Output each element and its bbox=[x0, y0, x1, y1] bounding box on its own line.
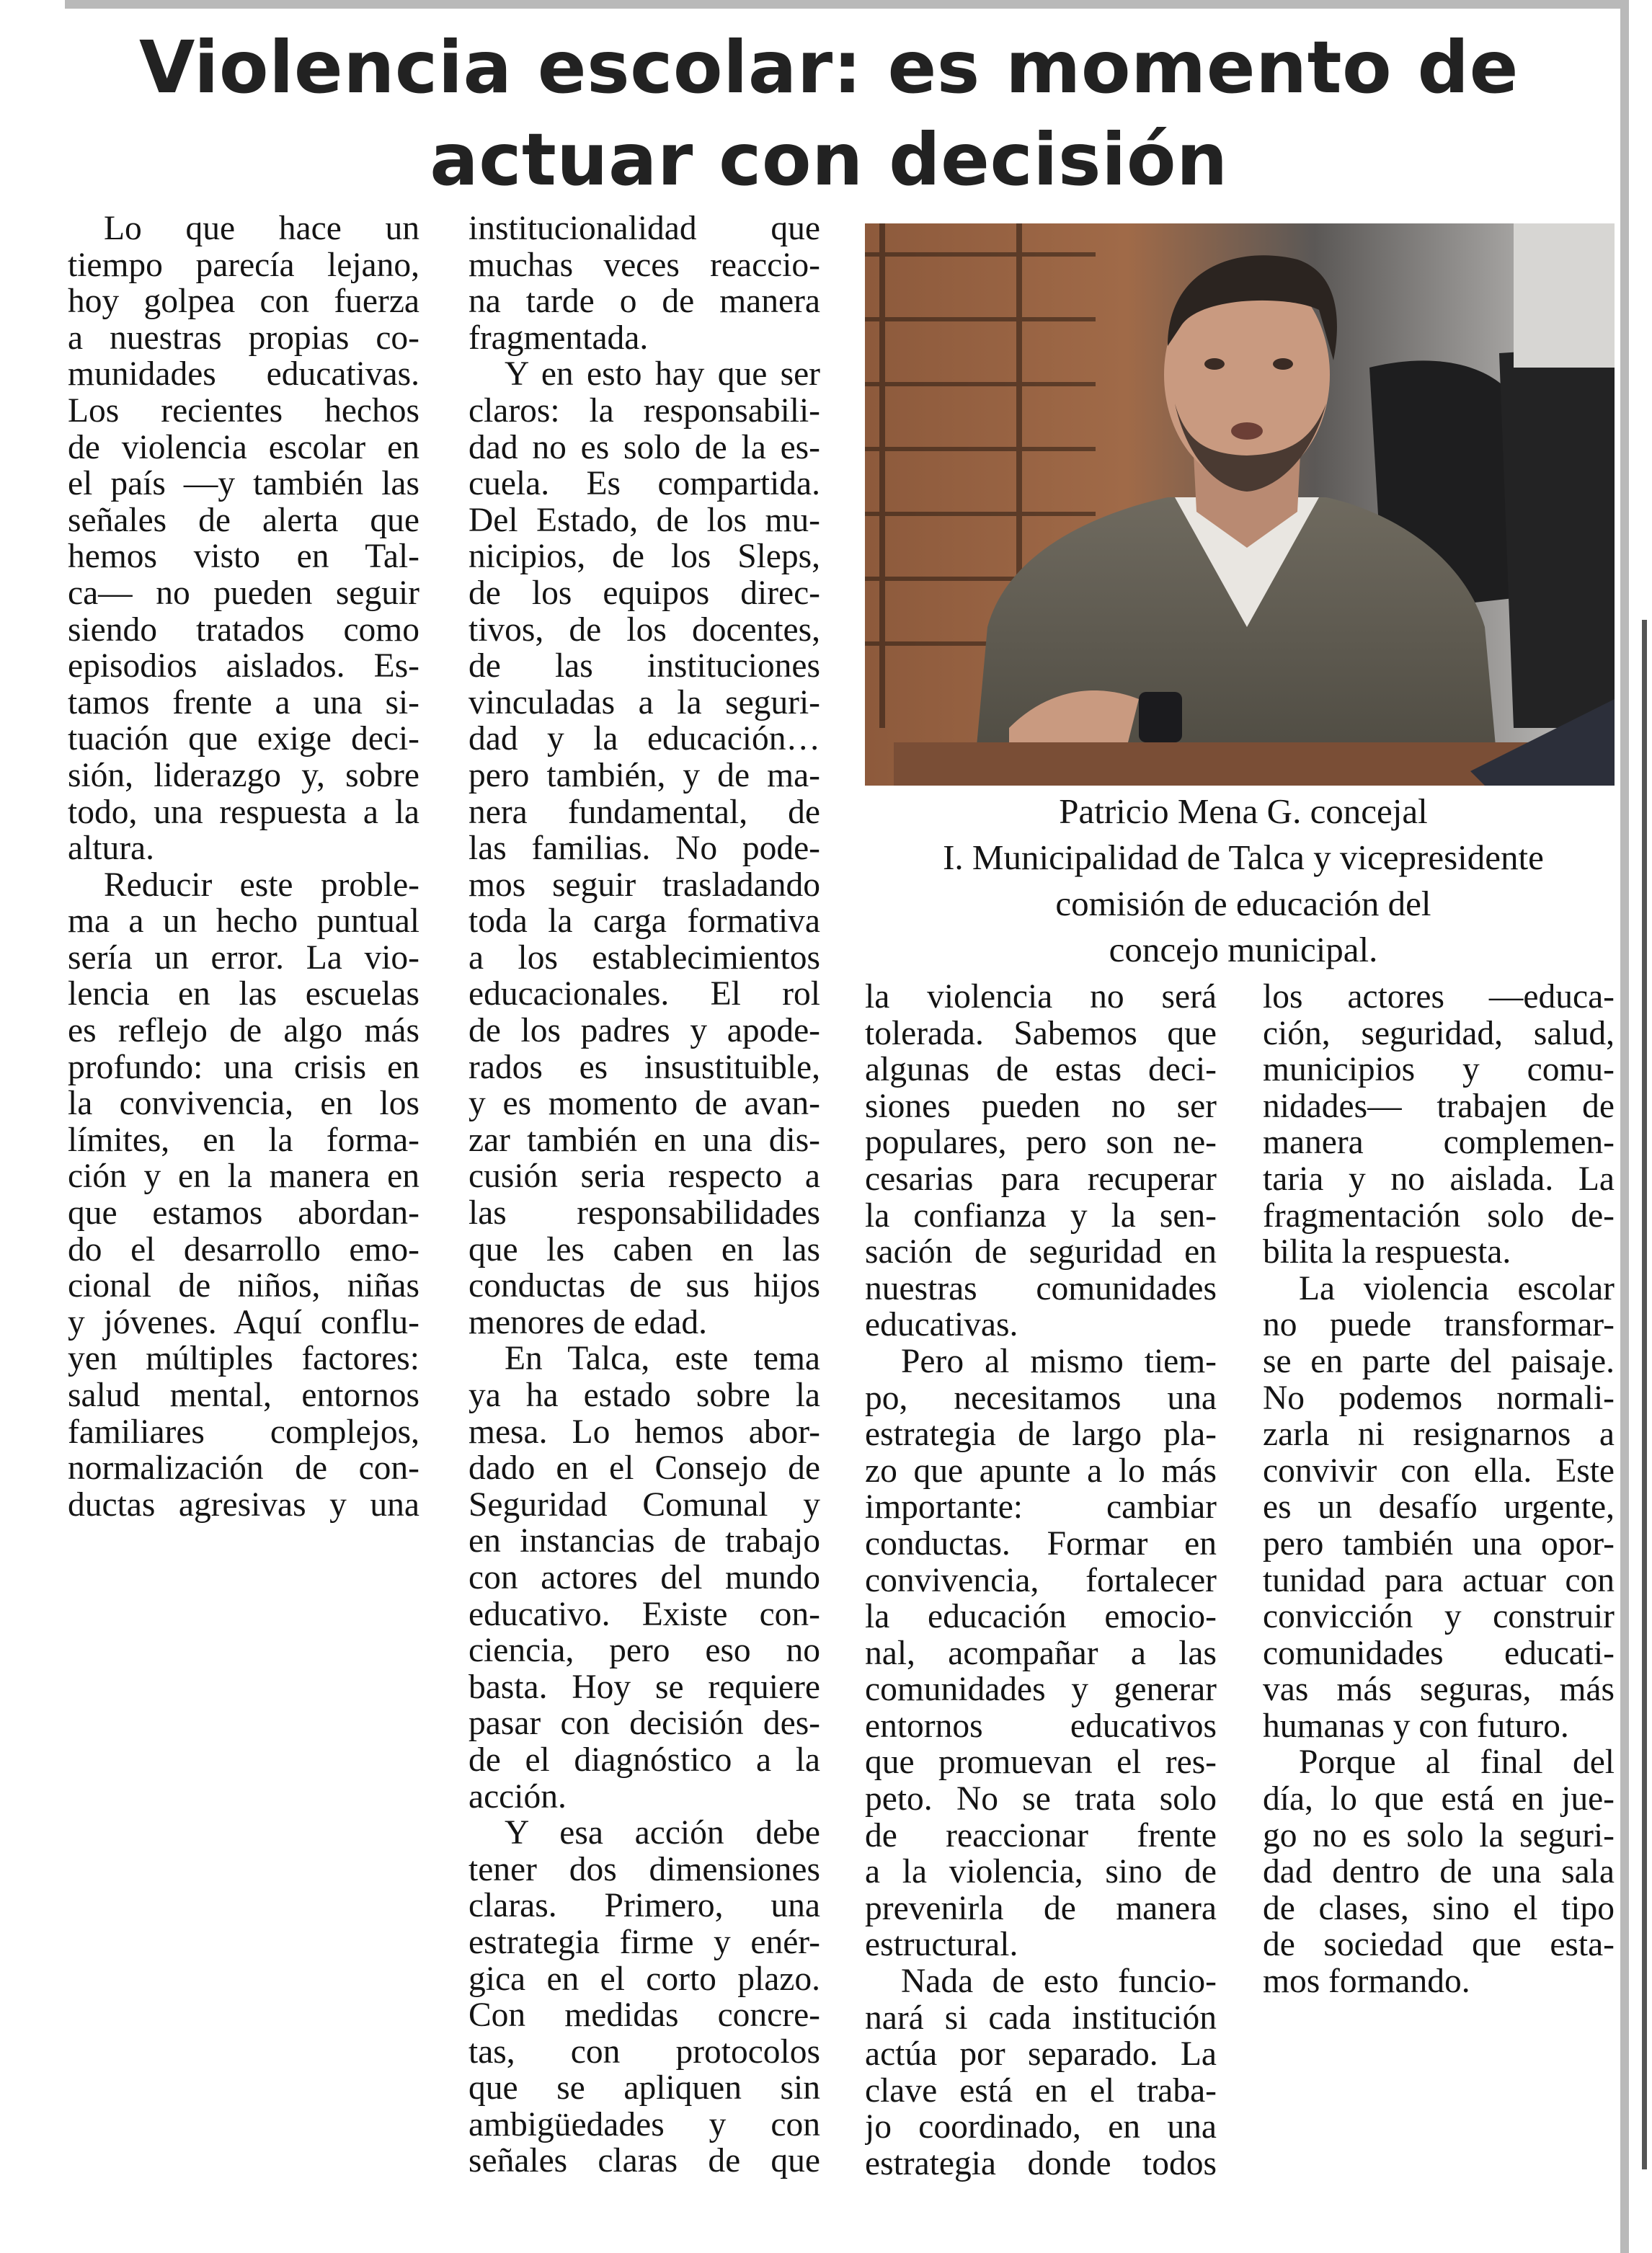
article-text-line: tolerada. Sabemos que bbox=[865, 1015, 1217, 1052]
article-text-line: importante: cambiar bbox=[865, 1489, 1217, 1526]
article-text-line: las familias. No pode- bbox=[468, 830, 820, 867]
article-text-line: tamos frente a una si- bbox=[68, 684, 419, 721]
article-text-line: no puede transformar- bbox=[1263, 1307, 1615, 1343]
article-text-line: comunidades y generar bbox=[865, 1671, 1217, 1708]
article-text-line: Con medidas concre- bbox=[468, 1997, 820, 2034]
right-border bbox=[1620, 0, 1629, 2253]
article-text-line: profundo: una crisis en bbox=[68, 1049, 419, 1086]
mouth bbox=[1231, 422, 1263, 440]
article-text-line: de sociedad que esta- bbox=[1263, 1927, 1615, 1964]
article-text-line: la violencia no será bbox=[865, 979, 1217, 1016]
article-text-line: a los establecimientos bbox=[468, 939, 820, 977]
article-text-line: No podemos normali- bbox=[1263, 1379, 1615, 1417]
portrait-photo bbox=[865, 223, 1615, 786]
article-text-line: sión, liderazgo y, sobre bbox=[68, 757, 419, 794]
article-text-line: ya ha estado sobre la bbox=[468, 1377, 820, 1414]
article-text-line: es reflejo de algo más bbox=[68, 1013, 419, 1049]
article-text-line: zo que apunte a lo más bbox=[865, 1452, 1217, 1490]
article-text-line: claros: la responsabili- bbox=[468, 392, 820, 430]
article-text-line: y es momento de avan- bbox=[468, 1085, 820, 1122]
article-text-line: la convivencia, en los bbox=[68, 1085, 419, 1122]
right-eye bbox=[1273, 358, 1293, 370]
article-text-line: de violencia escolar en bbox=[68, 429, 419, 466]
article-text-line: do el desarrollo emo- bbox=[68, 1231, 419, 1268]
article-text-line: go no es solo la seguri- bbox=[1263, 1817, 1615, 1854]
article-text-line: fragmentación solo de- bbox=[1263, 1197, 1615, 1235]
article-text-line: sería un error. La vio- bbox=[68, 939, 419, 977]
article-text-line: claras. Primero, una bbox=[468, 1888, 820, 1924]
article-text-line: tivos, de los docentes, bbox=[468, 611, 820, 649]
caption-line-2: I. Municipalidad de Talca y vicepresidente bbox=[943, 837, 1544, 877]
article-text-line: pero también una opor- bbox=[1263, 1525, 1615, 1563]
article-text-line: en instancias de trabajo bbox=[468, 1523, 820, 1560]
article-text-line: que les caben en las bbox=[468, 1231, 820, 1268]
article-text-line: comunidades educati- bbox=[1263, 1635, 1615, 1672]
article-text-line: límites, en la forma- bbox=[68, 1121, 419, 1159]
article-text-line: señales de alerta que bbox=[68, 502, 419, 539]
article-text-line: a la violencia, sino de bbox=[865, 1854, 1217, 1890]
article-text-line: tas, con protocolos bbox=[468, 2033, 820, 2071]
article-text-line: ción y en la manera en bbox=[68, 1158, 419, 1196]
article-text-line: po, necesitamos una bbox=[865, 1379, 1217, 1417]
article-text-line: de los padres y apode- bbox=[468, 1013, 820, 1049]
top-border bbox=[65, 0, 1629, 9]
article-text-line: tiempo parecía lejano, bbox=[68, 246, 419, 284]
article-text-line: altura. bbox=[68, 830, 155, 867]
article-text-line: Seguridad Comunal y bbox=[468, 1486, 820, 1524]
article-text-line: vas más seguras, más bbox=[1263, 1671, 1615, 1708]
photo-caption bbox=[851, 788, 1636, 973]
article-text-line: menores de edad. bbox=[468, 1304, 708, 1341]
article-text-line: tener dos dimensiones bbox=[468, 1851, 820, 1888]
article-text-line: es un desafío urgente, bbox=[1263, 1489, 1615, 1526]
article-text-line: dad no es solo de la es- bbox=[468, 429, 820, 466]
article-text-line: Reducir este proble- bbox=[104, 866, 419, 904]
article-text-line: cesarias para recuperar bbox=[865, 1160, 1217, 1198]
article-text-line: tunidad para actuar con bbox=[1263, 1562, 1615, 1599]
article-text-line: clave está en el traba- bbox=[865, 2072, 1217, 2110]
article-column-4 bbox=[1263, 979, 1615, 2000]
article-text-line: bilita la respuesta. bbox=[1263, 1234, 1511, 1271]
article-text-line: nal, acompañar a las bbox=[865, 1635, 1217, 1672]
article-text-line: nicipios, de los Sleps, bbox=[468, 538, 820, 575]
article-text-line: algunas de estas deci- bbox=[865, 1052, 1217, 1088]
article-text-line: prevenirla de manera bbox=[865, 1890, 1217, 1927]
article-text-line: ción, seguridad, salud, bbox=[1263, 1015, 1615, 1052]
article-text-line: fragmentada. bbox=[468, 319, 649, 357]
headline-line-1: Violencia escolar: es momento de bbox=[139, 25, 1519, 110]
article-text-line: Lo que hace un bbox=[104, 210, 419, 247]
article-text-line: convivir con ella. Este bbox=[1263, 1452, 1615, 1490]
article-text-line: mesa. Lo hemos abor- bbox=[468, 1413, 820, 1451]
article-text-line: episodios aislados. Es- bbox=[68, 648, 419, 685]
article-text-line: taria y no aislada. La bbox=[1263, 1160, 1615, 1198]
article-text-line: que promuevan el res- bbox=[865, 1744, 1217, 1782]
article-text-line: estrategia donde todos bbox=[865, 2146, 1217, 2182]
article-text-line: que se apliquen sin bbox=[468, 2070, 820, 2107]
article-text-line: ambigüedades y con bbox=[468, 2106, 820, 2143]
article-text-line: de el diagnóstico a la bbox=[468, 1741, 820, 1779]
article-text-line: tuación que exige deci- bbox=[68, 721, 419, 757]
article-text-line: mos seguir trasladando bbox=[468, 866, 820, 904]
window-light bbox=[1514, 223, 1615, 368]
article-text-line: zar también en una dis- bbox=[468, 1121, 820, 1159]
article-text-line: todo, una respuesta a la bbox=[68, 794, 419, 831]
article-text-line: ciencia, pero eso no bbox=[468, 1632, 820, 1669]
article-text-line: actúa por separado. La bbox=[865, 2036, 1217, 2073]
article-text-line: institucionalidad que bbox=[468, 210, 820, 247]
article-text-line: populares, pero son ne- bbox=[865, 1124, 1217, 1161]
article-text-line: Y en esto hay que ser bbox=[505, 356, 820, 393]
article-text-line: ca— no pueden seguir bbox=[68, 574, 419, 612]
article-text-line: educacionales. El rol bbox=[468, 976, 820, 1013]
article-text-line: nará si cada institución bbox=[865, 1999, 1217, 2037]
wristwatch bbox=[1139, 692, 1182, 742]
article-text-line: ductas agresivas y una bbox=[68, 1486, 419, 1524]
article-text-line: muchas veces reaccio- bbox=[468, 246, 820, 284]
article-text-line: Porque al final del bbox=[1299, 1744, 1615, 1782]
portrait-illustration bbox=[865, 223, 1615, 786]
article-text-line: educativo. Existe con- bbox=[468, 1596, 820, 1633]
article-text-line: el país —y también las bbox=[68, 466, 419, 502]
article-text-line: y jóvenes. Aquí conflu- bbox=[68, 1304, 419, 1341]
article-column-1 bbox=[68, 210, 419, 1523]
article-text-line: familiares complejos, bbox=[68, 1413, 419, 1451]
article-text-line: sación de seguridad en bbox=[865, 1234, 1217, 1271]
article-text-line: salud mental, entornos bbox=[68, 1377, 419, 1414]
article-text-line: acción. bbox=[468, 1778, 567, 1816]
article-text-line: nidades— trabajen de bbox=[1263, 1088, 1615, 1125]
article-text-line: de los equipos direc- bbox=[468, 574, 820, 612]
article-text-line: dado en el Consejo de bbox=[468, 1450, 820, 1487]
article-text-line: Los recientes hechos bbox=[68, 392, 419, 430]
article-text-line: nera fundamental, de bbox=[468, 794, 820, 831]
article-text-line: humanas y con futuro. bbox=[1263, 1707, 1569, 1745]
article-text-line: zarla ni resignarnos a bbox=[1263, 1416, 1615, 1453]
article-text-line: En Talca, este tema bbox=[505, 1341, 820, 1377]
article-text-line: Del Estado, de los mu- bbox=[468, 502, 820, 539]
article-text-line: cional de niños, niñas bbox=[68, 1268, 419, 1305]
caption-line-1: Patricio Mena G. concejal bbox=[1059, 791, 1428, 831]
article-text-line: dad dentro de una sala bbox=[1263, 1854, 1615, 1890]
article-text-line: siendo tratados como bbox=[68, 611, 419, 649]
caption-line-4: concejo municipal. bbox=[1109, 930, 1378, 969]
article-text-line: cuela. Es compartida. bbox=[468, 466, 820, 502]
article-text-line: nuestras comunidades bbox=[865, 1270, 1217, 1307]
article-text-line: yen múltiples factores: bbox=[68, 1341, 419, 1377]
article-text-line: normalización de con- bbox=[68, 1450, 419, 1487]
article-text-line: na tarde o de manera bbox=[468, 283, 820, 320]
article-text-line: que estamos abordan- bbox=[68, 1195, 419, 1232]
article-text-line: se en parte del paisaje. bbox=[1263, 1343, 1615, 1380]
left-eye bbox=[1204, 358, 1225, 370]
article-text-line: pero también, y de ma- bbox=[468, 757, 820, 794]
article-text-line: lencia en las escuelas bbox=[68, 976, 419, 1013]
article-text-line: la educación emocio- bbox=[865, 1599, 1217, 1635]
article-text-line: estructural. bbox=[865, 1927, 1018, 1964]
article-text-line: La violencia escolar bbox=[1299, 1270, 1615, 1307]
article-text-line: día, lo que está en jue- bbox=[1263, 1781, 1615, 1818]
article-text-line: hoy golpea con fuerza bbox=[68, 283, 419, 320]
page-edge-shadow bbox=[1642, 620, 1647, 2169]
article-text-line: munidades educativas. bbox=[68, 356, 419, 393]
article-text-line: mos formando. bbox=[1263, 1963, 1470, 2000]
article-text-line: dad y la educación… bbox=[468, 721, 820, 757]
article-text-line: jo coordinado, en una bbox=[865, 2109, 1217, 2146]
article-text-line: los actores —educa- bbox=[1263, 979, 1615, 1016]
article-text-line: educativas. bbox=[865, 1307, 1018, 1343]
article-text-line: convivencia, fortalecer bbox=[865, 1562, 1217, 1599]
article-text-line: hemos visto en Tal- bbox=[68, 538, 419, 575]
article-text-line: con actores del mundo bbox=[468, 1559, 820, 1596]
article-text-line: basta. Hoy se requiere bbox=[468, 1668, 820, 1706]
article-text-line: peto. No se trata solo bbox=[865, 1781, 1217, 1818]
chair-right bbox=[1499, 346, 1615, 728]
article-text-line: Pero al mismo tiem- bbox=[901, 1343, 1217, 1380]
article-headline bbox=[101, 22, 1557, 206]
article-text-line: pasar con decisión des- bbox=[468, 1705, 820, 1742]
article-column-2 bbox=[468, 210, 820, 2179]
article-text-line: la confianza y la sen- bbox=[865, 1197, 1217, 1235]
article-text-line: siones pueden no ser bbox=[865, 1088, 1217, 1125]
article-text-line: a nuestras propias co- bbox=[68, 319, 419, 357]
article-text-line: entornos educativos bbox=[865, 1707, 1217, 1745]
article-text-line: vinculadas a la seguri- bbox=[468, 684, 820, 721]
article-text-line: de reaccionar frente bbox=[865, 1817, 1217, 1854]
article-text-line: rados es insustituible, bbox=[468, 1049, 820, 1086]
article-text-line: las responsabilidades bbox=[468, 1195, 820, 1232]
article-text-line: manera complemen- bbox=[1263, 1124, 1615, 1161]
article-text-line: ma a un hecho puntual bbox=[68, 903, 419, 940]
caption-line-3: comisión de educación del bbox=[1055, 884, 1431, 923]
article-column-3 bbox=[865, 979, 1217, 2182]
article-text-line: estrategia firme y enér- bbox=[468, 1924, 820, 1961]
article-text-line: toda la carga formativa bbox=[468, 903, 820, 940]
article-text-line: Y esa acción debe bbox=[505, 1815, 820, 1852]
article-text-line: cusión seria respecto a bbox=[468, 1158, 820, 1196]
article-text-line: conductas. Formar en bbox=[865, 1525, 1217, 1563]
headline-line-2: actuar con decisión bbox=[430, 117, 1228, 202]
article-text-line: municipios y comu- bbox=[1263, 1052, 1615, 1088]
article-text-line: de las instituciones bbox=[468, 648, 820, 685]
article-text-line: conductas de sus hijos bbox=[468, 1268, 820, 1305]
article-text-line: estrategia de largo pla- bbox=[865, 1416, 1217, 1453]
article-text-line: de clases, sino el tipo bbox=[1263, 1890, 1615, 1927]
article-text-line: convicción y construir bbox=[1263, 1599, 1615, 1635]
article-text-line: Nada de esto funcio- bbox=[901, 1963, 1217, 2000]
article-text-line: gica en el corto plazo. bbox=[468, 1960, 820, 1998]
article-text-line: señales claras de que bbox=[468, 2143, 820, 2180]
